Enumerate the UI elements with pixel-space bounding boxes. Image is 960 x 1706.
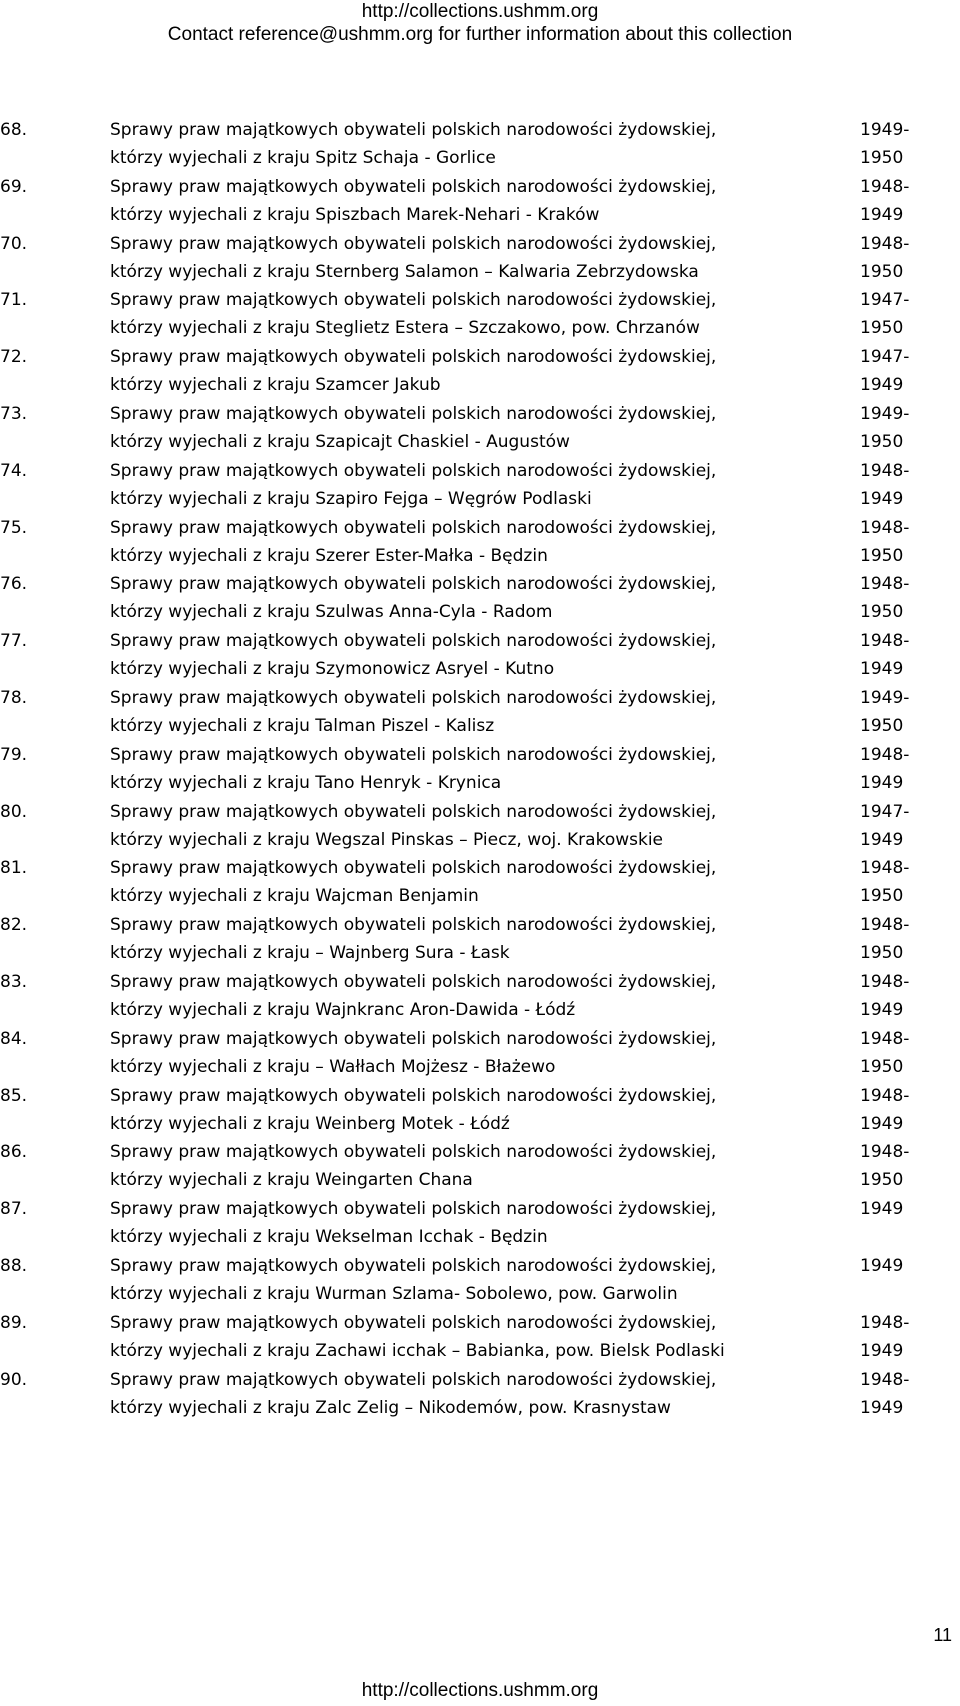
entry-date-end: 1949 [860, 488, 904, 509]
entry-title-line-2: którzy wyjechali z kraju Tano Henryk - Krynica [110, 772, 502, 793]
list-item [0, 1195, 960, 1252]
entry-title-line-2: którzy wyjechali z kraju Szymonowicz Asryel - Kutno [110, 659, 555, 680]
entry-date-end: 1949 [860, 204, 904, 225]
entry-number: 85. [0, 1085, 28, 1106]
entry-date-start: 1948- [860, 1312, 910, 1333]
entry-title-line-1: Sprawy praw majątkowych obywateli polskich narodowości żydowskiej, [110, 517, 717, 538]
entry-title-line-2: którzy wyjechali z kraju Szerer Ester-Małka - Będzin [110, 545, 548, 566]
list-item [0, 1025, 960, 1082]
entry-title-line-2: którzy wyjechali z kraju Steglietz Estera – Szczakowo, pow. Chrzanów [110, 318, 700, 339]
entry-title-line-2: którzy wyjechali z kraju Szapicajt Chaskiel - Augustów [110, 431, 570, 452]
entry-number: 75. [0, 517, 28, 538]
entry-number: 69. [0, 176, 28, 197]
list-item [0, 741, 960, 798]
entry-number: 86. [0, 1142, 28, 1163]
list-item [0, 1082, 960, 1139]
entry-date-start: 1948- [860, 631, 910, 652]
entry-title-line-2: którzy wyjechali z kraju Szulwas Anna-Cyla - Radom [110, 602, 553, 623]
list-item [0, 514, 960, 571]
entry-title-line-2: którzy wyjechali z kraju Wurman Szlama- Sobolewo, pow. Garwolin [110, 1283, 678, 1304]
entry-date-end: 1950 [860, 318, 904, 339]
entry-title-line-2: którzy wyjechali z kraju Wekselman Icchak - Będzin [110, 1227, 548, 1248]
entry-date-start: 1949- [860, 403, 910, 424]
entry-title-line-2: którzy wyjechali z kraju Weinberg Motek - Łódź [110, 1113, 510, 1134]
entry-date-start: 1948- [860, 915, 910, 936]
entry-title-line-1: Sprawy praw majątkowych obywateli polskich narodowości żydowskiej, [110, 176, 717, 197]
entry-title-line-2: którzy wyjechali z kraju Sternberg Salamon – Kalwaria Zebrzydowska [110, 261, 699, 282]
list-item [0, 230, 960, 287]
entry-date-end: 1950 [860, 148, 904, 168]
entry-title-line-1: Sprawy praw majątkowych obywateli polskich narodowości żydowskiej, [110, 1369, 717, 1390]
entry-date-end: 1950 [860, 886, 904, 907]
page-footer [0, 1680, 960, 1702]
entry-number: 68. [0, 120, 28, 140]
list-item [0, 684, 960, 741]
entry-number: 73. [0, 403, 28, 424]
list-item [0, 627, 960, 684]
entry-number: 87. [0, 1199, 28, 1220]
entry-title-line-1: Sprawy praw majątkowych obywateli polskich narodowości żydowskiej, [110, 1255, 717, 1276]
entry-number: 84. [0, 1028, 28, 1049]
list-item [0, 968, 960, 1025]
list-item [0, 286, 960, 343]
list-item [0, 400, 960, 457]
entry-date-end: 1949 [860, 375, 904, 396]
entry-date-start: 1947- [860, 290, 910, 311]
entry-date-end: 1949 [860, 1340, 904, 1361]
entry-date-start: 1948- [860, 1028, 910, 1049]
entry-date-start: 1949- [860, 120, 910, 140]
entry-date-end: 1950 [860, 1056, 904, 1077]
entry-date-start: 1948- [860, 858, 910, 879]
entry-date-end: 1949 [860, 1397, 904, 1418]
list-item [0, 798, 960, 855]
entry-title-line-1: Sprawy praw majątkowych obywateli polskich narodowości żydowskiej, [110, 687, 717, 708]
page-header [0, 0, 960, 46]
entry-date-end: 1950 [860, 602, 904, 623]
entry-title-line-2: którzy wyjechali z kraju Spitz Schaja - Gorlice [110, 148, 496, 168]
entry-title-line-2: którzy wyjechali z kraju – Wałłach Mojżesz - Błażewo [110, 1056, 556, 1077]
entry-date-start: 1948- [860, 233, 910, 254]
entry-date-start: 1949 [860, 1199, 904, 1220]
entry-date-end: 1949 [860, 659, 904, 680]
entry-date-end: 1949 [860, 999, 904, 1020]
entry-title-line-1: Sprawy praw majątkowych obywateli polskich narodowości żydowskiej, [110, 347, 717, 368]
entry-date-end: 1950 [860, 943, 904, 964]
entry-title-line-1: Sprawy praw majątkowych obywateli polskich narodowości żydowskiej, [110, 971, 717, 992]
entry-title-line-1: Sprawy praw majątkowych obywateli polskich narodowości żydowskiej, [110, 574, 717, 595]
entry-date-start: 1948- [860, 517, 910, 538]
entry-date-start: 1949 [860, 1255, 904, 1276]
list-item [0, 570, 960, 627]
entry-date-start: 1948- [860, 744, 910, 765]
entry-title-line-2: którzy wyjechali z kraju Zalc Zelig – Nikodemów, pow. Krasnystaw [110, 1397, 671, 1418]
entry-date-end: 1950 [860, 431, 904, 452]
header-url[interactable]: http://collections.ushmm.org [361, 1, 599, 22]
list-item [0, 116, 960, 173]
list-item [0, 1252, 960, 1309]
list-item [0, 343, 960, 400]
list-item [0, 854, 960, 911]
page-number: 11 [933, 1625, 952, 1645]
entry-date-end: 1950 [860, 545, 904, 566]
entry-title-line-2: którzy wyjechali z kraju Weingarten Chana [110, 1170, 473, 1191]
entry-date-end: 1949 [860, 829, 904, 850]
entry-number: 79. [0, 744, 28, 765]
entry-title-line-2: którzy wyjechali z kraju – Wajnberg Sura - Łask [110, 943, 510, 964]
entry-number: 78. [0, 687, 28, 708]
list-item [0, 1309, 960, 1366]
entry-title-line-2: którzy wyjechali z kraju Zachawi icchak – Babianka, pow. Bielsk Podlaski [110, 1340, 725, 1361]
header-contact: Contact reference@ushmm.org for further information about this collection [167, 24, 793, 45]
list-item [0, 911, 960, 968]
entry-number: 72. [0, 347, 28, 368]
entry-number: 90. [0, 1369, 28, 1390]
entry-title-line-1: Sprawy praw majątkowych obywateli polskich narodowości żydowskiej, [110, 1085, 717, 1106]
entry-date-start: 1948- [860, 176, 910, 197]
list-item [0, 1138, 960, 1195]
entry-date-start: 1948- [860, 574, 910, 595]
entry-number: 89. [0, 1312, 28, 1333]
entry-number: 80. [0, 801, 28, 822]
entry-number: 82. [0, 915, 28, 936]
entry-title-line-1: Sprawy praw majątkowych obywateli polskich narodowości żydowskiej, [110, 1312, 717, 1333]
entry-date-start: 1948- [860, 1369, 910, 1390]
entry-date-end: 1950 [860, 261, 904, 282]
entry-title-line-1: Sprawy praw majątkowych obywateli polskich narodowości żydowskiej, [110, 1199, 717, 1220]
entry-title-line-2: którzy wyjechali z kraju Wegszal Pinskas – Piecz, woj. Krakowskie [110, 829, 664, 850]
entry-number: 81. [0, 858, 28, 879]
list-item [0, 457, 960, 514]
entry-title-line-1: Sprawy praw majątkowych obywateli polskich narodowości żydowskiej, [110, 915, 717, 936]
entry-title-line-2: którzy wyjechali z kraju Talman Piszel - Kalisz [110, 715, 495, 736]
entry-date-end: 1949 [860, 772, 904, 793]
entry-number: 77. [0, 631, 28, 652]
entry-title-line-1: Sprawy praw majątkowych obywateli polskich narodowości żydowskiej, [110, 744, 717, 765]
entry-date-start: 1948- [860, 971, 910, 992]
entry-date-start: 1947- [860, 801, 910, 822]
entry-number: 70. [0, 233, 28, 254]
entry-date-start: 1948- [860, 1142, 910, 1163]
entry-date-end: 1950 [860, 715, 904, 736]
entry-title-line-1: Sprawy praw majątkowych obywateli polskich narodowości żydowskiej, [110, 403, 717, 424]
entry-title-line-1: Sprawy praw majątkowych obywateli polskich narodowości żydowskiej, [110, 233, 717, 254]
entry-title-line-1: Sprawy praw majątkowych obywateli polskich narodowości żydowskiej, [110, 120, 717, 140]
entry-date-start: 1949- [860, 687, 910, 708]
entry-list [0, 116, 960, 1422]
entry-number: 74. [0, 460, 28, 481]
entry-title-line-2: którzy wyjechali z kraju Wajcman Benjamin [110, 886, 479, 907]
list-item [0, 1366, 960, 1423]
entry-number: 71. [0, 290, 28, 311]
entry-date-end: 1949 [860, 1113, 904, 1134]
entry-title-line-1: Sprawy praw majątkowych obywateli polskich narodowości żydowskiej, [110, 460, 717, 481]
entry-title-line-1: Sprawy praw majątkowych obywateli polskich narodowości żydowskiej, [110, 801, 717, 822]
entry-date-start: 1947- [860, 347, 910, 368]
entry-title-line-2: którzy wyjechali z kraju Szapiro Fejga – Węgrów Podlaski [110, 488, 592, 509]
entry-number: 88. [0, 1255, 28, 1276]
entry-title-line-1: Sprawy praw majątkowych obywateli polskich narodowości żydowskiej, [110, 290, 717, 311]
entry-title-line-1: Sprawy praw majątkowych obywateli polskich narodowości żydowskiej, [110, 1028, 717, 1049]
entry-date-start: 1948- [860, 1085, 910, 1106]
entry-title-line-2: którzy wyjechali z kraju Spiszbach Marek-Nehari - Kraków [110, 204, 600, 225]
entry-title-line-1: Sprawy praw majątkowych obywateli polskich narodowości żydowskiej, [110, 1142, 717, 1163]
footer-url[interactable]: http://collections.ushmm.org [361, 1680, 599, 1701]
entry-title-line-1: Sprawy praw majątkowych obywateli polskich narodowości żydowskiej, [110, 858, 717, 879]
list-item [0, 173, 960, 230]
entry-number: 83. [0, 971, 28, 992]
entry-title-line-2: którzy wyjechali z kraju Wajnkranc Aron-Dawida - Łódź [110, 999, 576, 1020]
entry-title-line-1: Sprawy praw majątkowych obywateli polskich narodowości żydowskiej, [110, 631, 717, 652]
entry-title-line-2: którzy wyjechali z kraju Szamcer Jakub [110, 375, 441, 396]
entry-date-end: 1950 [860, 1170, 904, 1191]
entry-number: 76. [0, 574, 28, 595]
entry-date-start: 1948- [860, 460, 910, 481]
